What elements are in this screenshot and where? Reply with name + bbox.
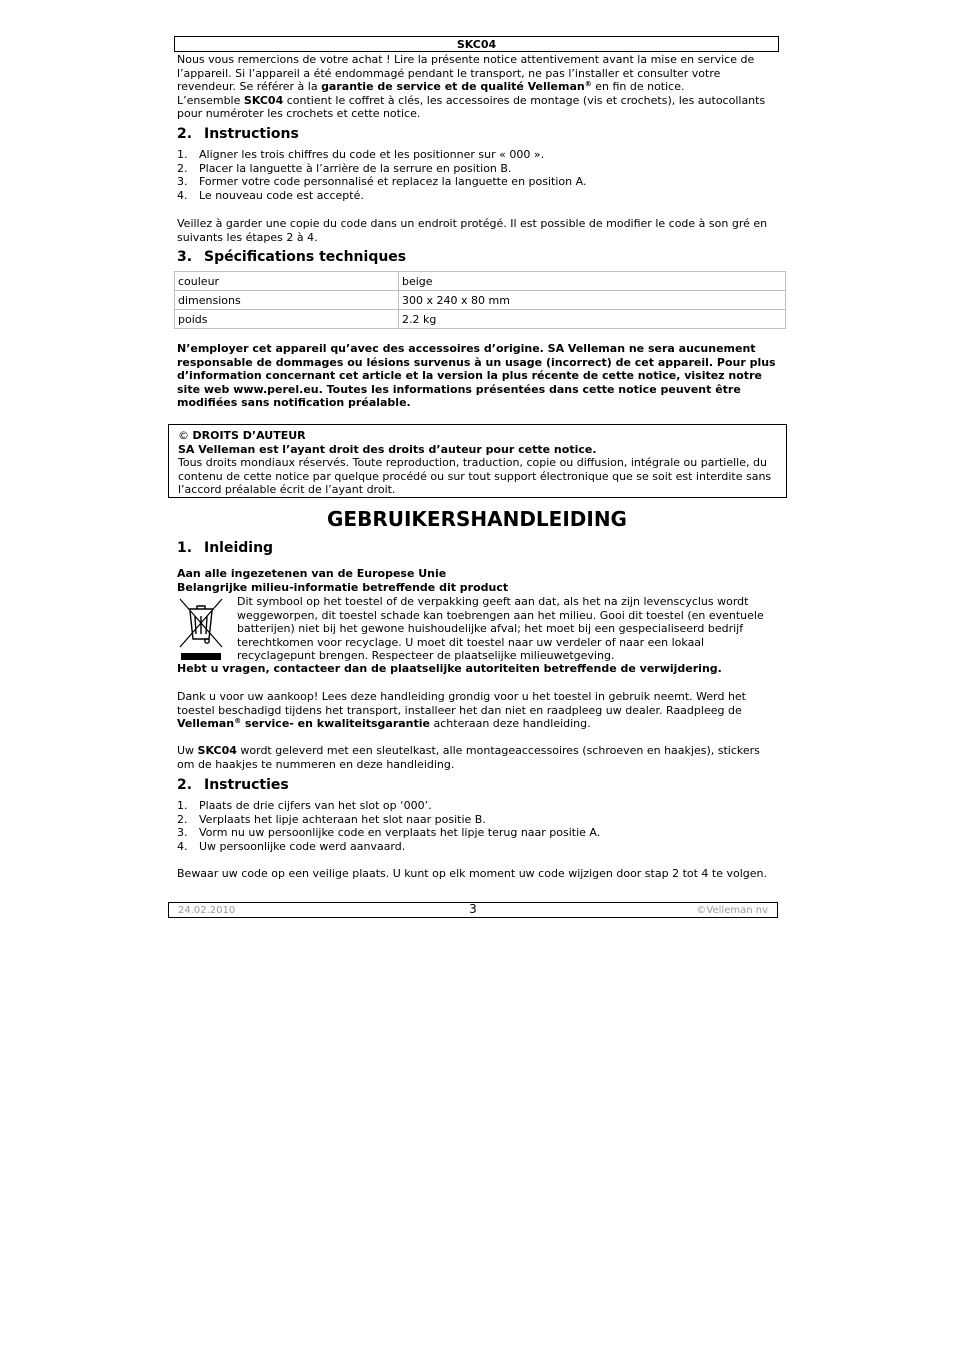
spec-value: beige [399, 272, 786, 291]
nl-env-heading: Belangrijke milieu-informatie betreffende dit product [177, 581, 509, 594]
nl-manual-title: GEBRUIKERSHANDLEIDING [327, 507, 627, 531]
nl-contact-note: Hebt u vragen, contacteer dan de plaatselijke autoriteiten betreffende de verwijdering. [177, 662, 722, 675]
list-item: 1. Plaats de drie cijfers van het slot op ‘000’. [177, 799, 432, 812]
weee-bin-icon [178, 597, 224, 661]
copyright-box [168, 424, 787, 498]
model-number: SKC04 [456, 38, 497, 51]
spec-label: couleur [175, 272, 399, 291]
table-row [175, 272, 786, 291]
fr-intro [177, 53, 777, 121]
footer-date: 24.02.2010 [178, 905, 236, 916]
weee-text: Dit symbool op het toestel of de verpakking geeft aan dat, als het na zijn levenscyclus wordt weggeworpen, dit toestel schade kan toebrengen aan het milieu. Gooi dit toestel (en eventuele batterijen) niet bij het gewone huishoudelijke afval; het moet bij een gespecialiseerd bedrijf terechtkomen voor recyclage. U moet dit toestel naar uw verdeler of naar een lokaal recyclagepunt brengen. Respecteer de plaatselijke milieuwetgeving. [237, 595, 764, 663]
copyright-body: Tous droits mondiaux réservés. Toute reproduction, traduction, copie ou diffusion, intégrale ou partielle, du contenu de cette notice par quelque procédé ou sur tout support électronique que se soit est interdite sans l’accord préalable écrit de l’ayant droit. [178, 456, 772, 497]
nl-instructions-note: Bewaar uw code op een veilige plaats. U kunt op elk moment uw code wijzigen door stap 2 tot 4 te volgen. [177, 867, 768, 880]
nl-section-intro-heading: 1. Inleiding [177, 540, 274, 556]
fr-intro-para2: L’ensemble SKC04 contient le coffret à clés, les accessoires de montage (vis et crochets), les autocollants pour numéroter les crochets et cette notice. [177, 93, 766, 121]
fr-disclaimer: N’employer cet appareil qu’avec des accessoires d’origine. SA Velleman ne sera aucunement responsable de dommages ou lésions survenus à un usage (incorrect) de cet appareil. Pour plus d’information concernant cet article et la version la plus récente de cette notice, visitez notre site web www.perel.eu. Toutes les informations présentées dans cette notice peuvent être modifiées sans notification préalable. [177, 342, 776, 410]
page-footer [168, 902, 778, 918]
list-item: 3. Vorm nu uw persoonlijke code en verplaats het lipje terug naar positie A. [177, 826, 601, 840]
nl-thanks-para: Dank u voor uw aankoop! Lees deze handleiding grondig voor u het toestel in gebruik neemt. Werd het toestel beschadigd tijdens het transport, installeer het dan niet en raadpleeg uw dealer. Raadpleeg de Velleman® service- en kwaliteitsgarantie achteraan deze handleiding. [177, 690, 746, 731]
specs-table [174, 271, 786, 329]
nl-delivery-para: Uw SKC04 wordt geleverd met een sleutelkast, alle montageaccessoires (schroeven en haakjes), stickers om de haakjes te nummeren en deze handleiding. [177, 744, 760, 771]
list-item: 2. Verplaats het lipje achteraan het slot naar positie B. [177, 812, 486, 826]
copyright-owner: SA Velleman est l’ayant droit des droits d’auteur pour cette notice. [178, 442, 597, 456]
footer-copyright: ©Velleman nv [696, 905, 768, 916]
fr-section-specs-heading: 3. Spécifications techniques [177, 249, 407, 265]
page-number: 3 [469, 902, 477, 916]
spec-value: 2.2 kg [399, 310, 786, 329]
fr-section-instructions-heading: 2. Instructions [177, 126, 299, 142]
nl-section-instructions-heading: 2. Instructies [177, 777, 289, 793]
spec-value: 300 x 240 x 80 mm [399, 291, 786, 310]
document-header [174, 36, 779, 52]
nl-instructions-list [177, 799, 777, 854]
list-item: 2. Placer la languette à l’arrière de la serrure en position B. [177, 161, 512, 175]
list-item: 3. Former votre code personnalisé et replacez la languette en position A. [177, 175, 587, 189]
table-row [175, 310, 786, 329]
spec-label: poids [175, 310, 399, 329]
table-row [175, 291, 786, 310]
copyright-title: © DROITS D’AUTEUR [178, 429, 306, 442]
list-item: 4. Le nouveau code est accepté. [177, 189, 364, 203]
nl-eu-heading: Aan alle ingezetenen van de Europese Unie [177, 567, 447, 580]
fr-instructions-list [177, 148, 777, 203]
list-item: 1. Aligner les trois chiffres du code et les positionner sur « 000 ». [177, 148, 545, 161]
spec-label: dimensions [175, 291, 399, 310]
fr-instructions-note: Veillez à garder une copie du code dans un endroit protégé. Il est possible de modifier le code à son gré en suivants les étapes 2 à 4. [177, 217, 768, 244]
fr-intro-para1: Nous vous remercions de votre achat ! Lire la présente notice attentivement avant la mise en service de l’appareil. Si l’appareil a été endommagé pendant le transport, ne pas l’installer et consulter votre revendeur. Se référer à la garantie de service et de qualité Velleman® en fin de notice. [177, 53, 755, 94]
list-item: 4. Uw persoonlijke code werd aanvaard. [177, 840, 406, 854]
